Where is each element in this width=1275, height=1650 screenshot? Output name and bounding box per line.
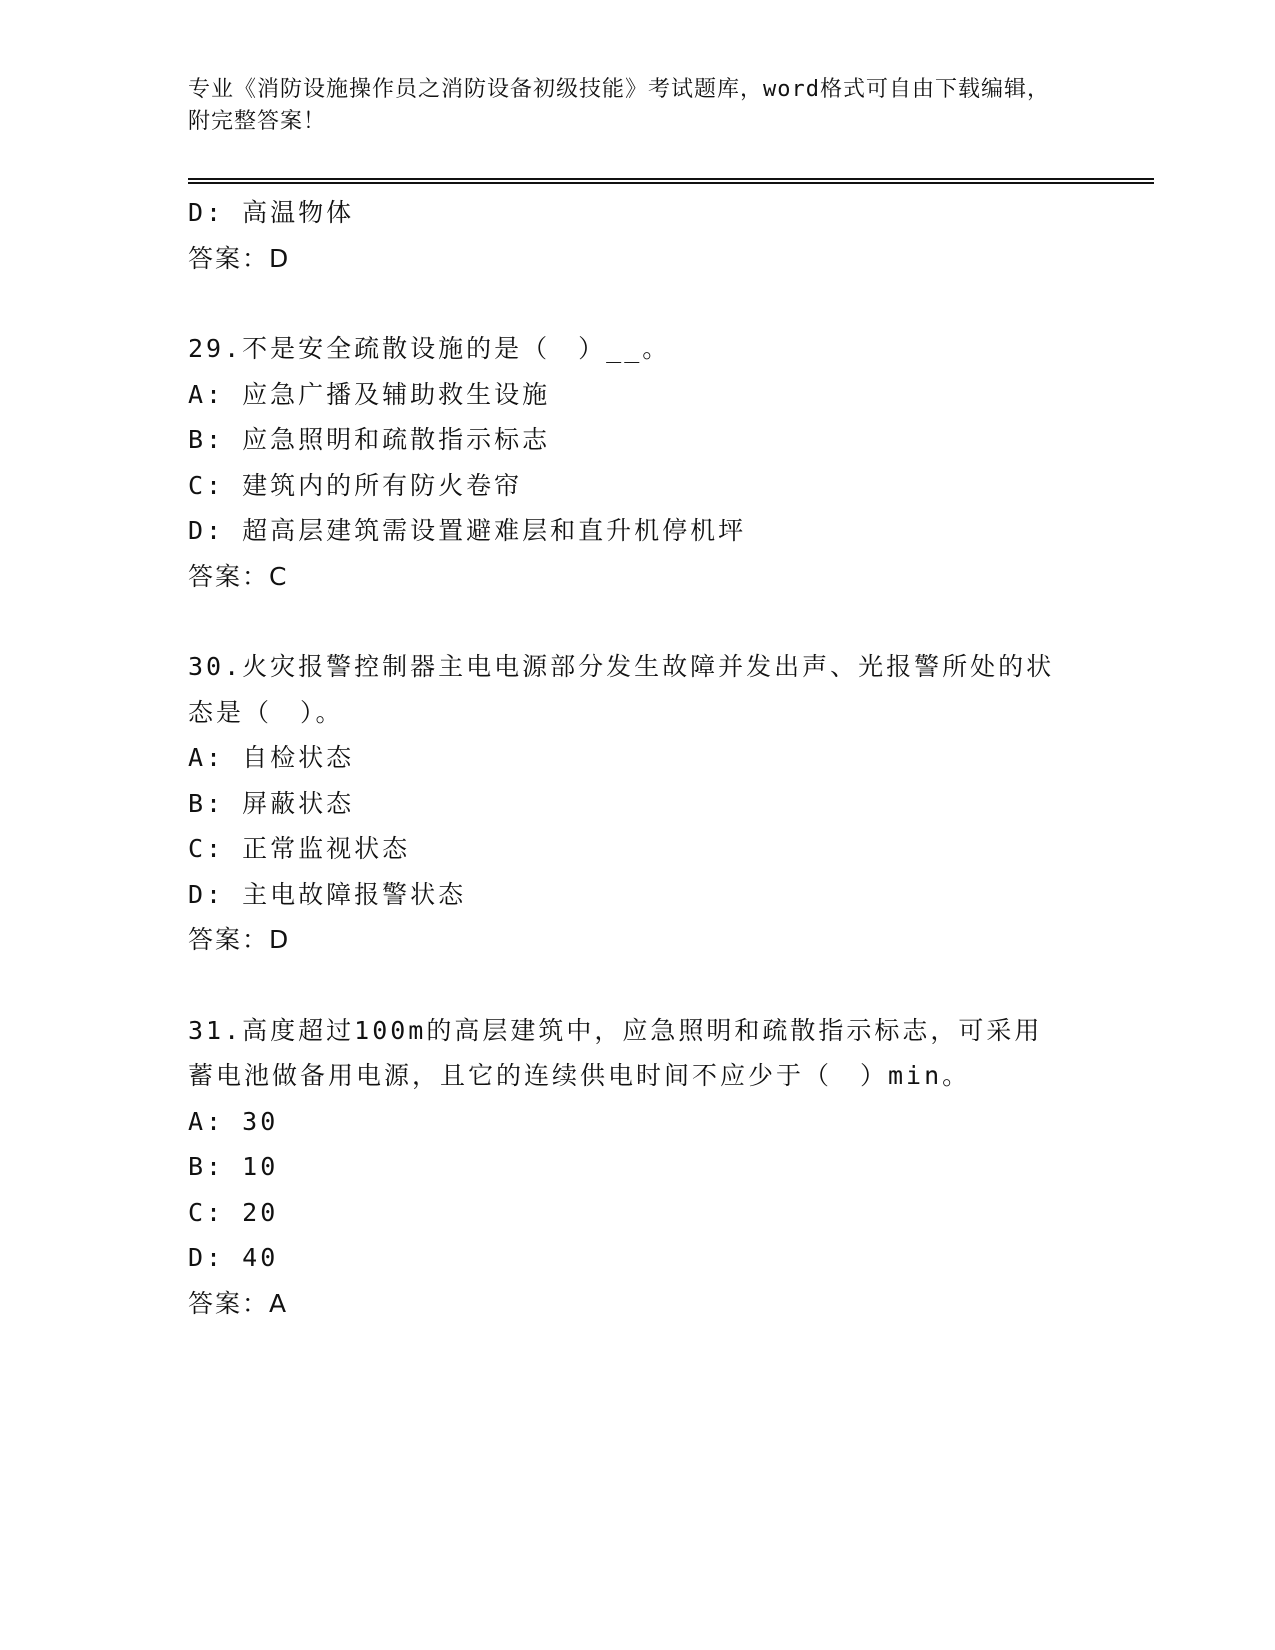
document-header: 专业《消防设施操作员之消防设备初级技能》考试题库，word格式可自由下载编辑，附完整答案！	[188, 77, 1050, 134]
previous-question-tail	[188, 190, 1088, 281]
option-a: A: 自检状态	[188, 743, 355, 772]
question-text: 31.高度超过100m的高层建筑中，应急照明和疏散指示标志，可采用蓄电池做备用电源，且它的连续供电时间不应少于（ ）min。	[188, 1015, 1043, 1090]
option-b: B: 屏蔽状态	[188, 788, 355, 818]
header-rule-top	[188, 178, 1154, 180]
question-text: 30.火灾报警控制器主电电源部分发生故障并发出声、光报警所处的状态是（ ）。	[188, 652, 1055, 727]
option-d: D: 高温物体	[188, 198, 355, 227]
answer: 答案：C	[188, 561, 289, 591]
question-31	[188, 1008, 1088, 1327]
option-c: C: 建筑内的所有防火卷帘	[188, 470, 523, 500]
question-30	[188, 644, 1088, 963]
answer: 答案：D	[188, 925, 291, 954]
option-c: C: 20	[188, 1197, 279, 1227]
option-d: D: 主电故障报警状态	[188, 879, 467, 909]
option-d: D: 超高层建筑需设置避难层和直升机停机坪	[188, 516, 747, 545]
option-b: B: 应急照明和疏散指示标志	[188, 425, 551, 454]
option-c: C: 正常监视状态	[188, 834, 411, 863]
question-29	[188, 326, 1088, 599]
question-text: 29.不是安全疏散设施的是（ ）__。	[188, 334, 671, 363]
option-a: A: 应急广播及辅助救生设施	[188, 379, 551, 409]
option-d: D: 40	[188, 1243, 279, 1272]
option-a: A: 30	[188, 1106, 279, 1136]
header-rule-bottom	[188, 182, 1154, 184]
answer: 答案：A	[188, 1288, 289, 1318]
answer: 答案：D	[188, 243, 291, 273]
document-body	[188, 190, 1088, 1326]
option-b: B: 10	[188, 1152, 279, 1181]
